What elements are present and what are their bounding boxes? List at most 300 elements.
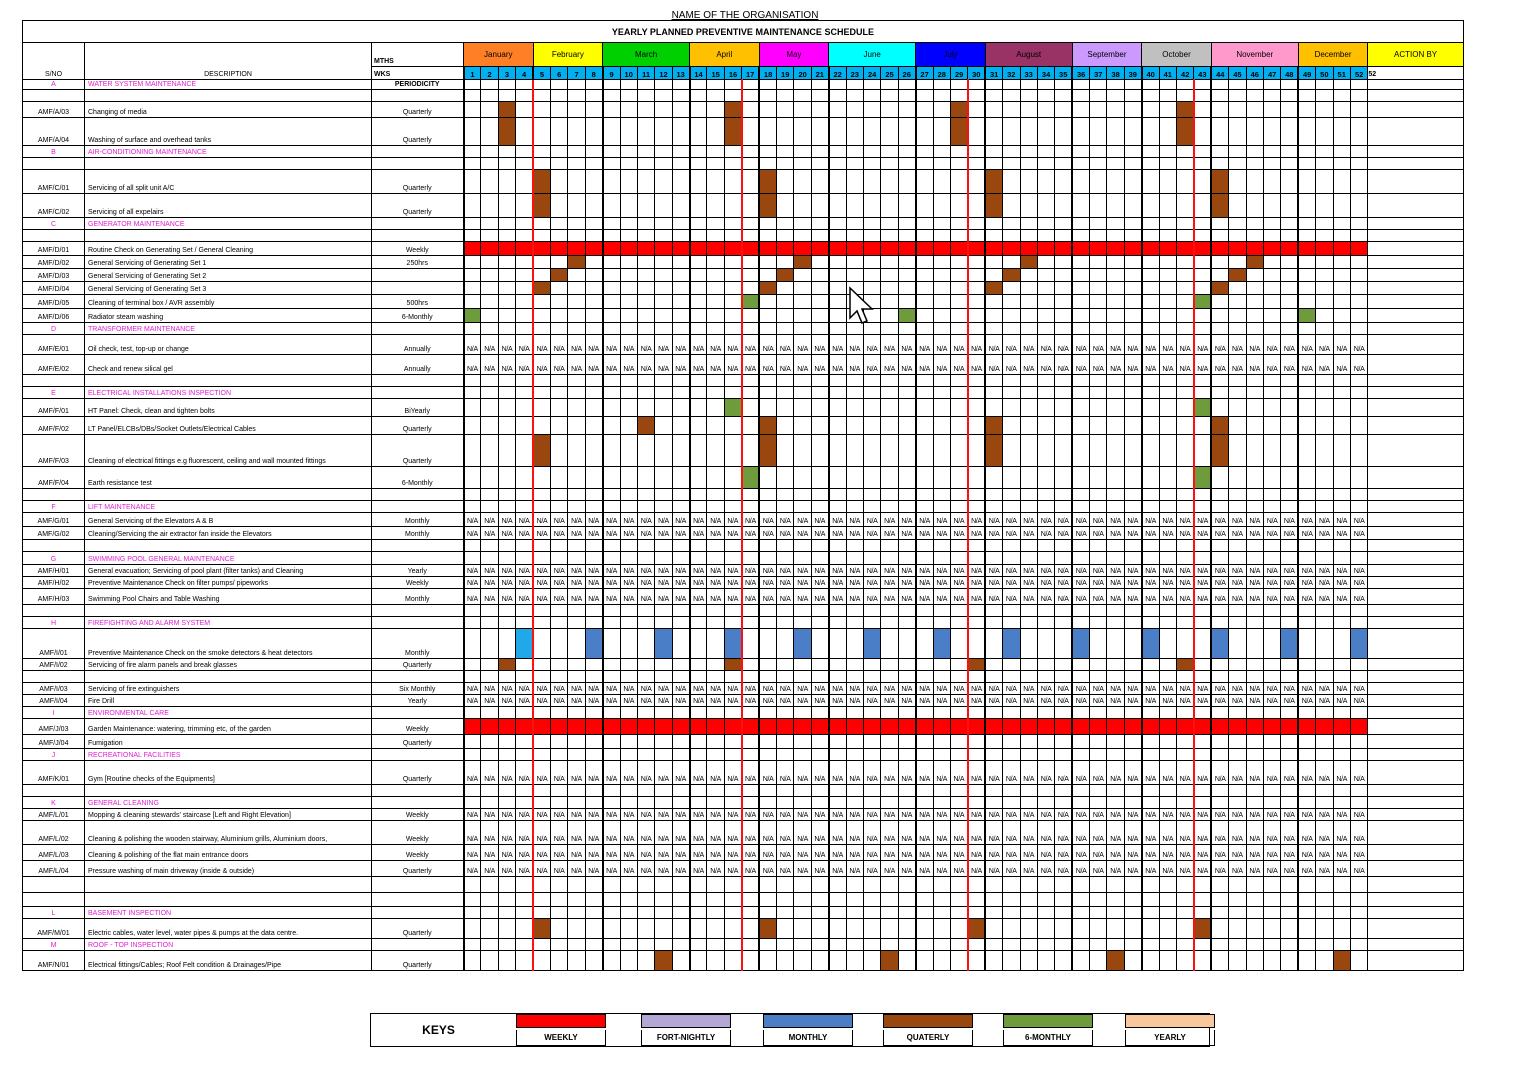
na-cell: N/A bbox=[829, 845, 846, 861]
schedule-cell bbox=[568, 467, 585, 489]
schedule-cell bbox=[1298, 399, 1315, 417]
na-cell: N/A bbox=[603, 577, 620, 589]
schedule-cell bbox=[464, 282, 481, 295]
schedule-cell bbox=[777, 230, 794, 242]
schedule-cell bbox=[1072, 605, 1089, 617]
na-cell: N/A bbox=[498, 761, 515, 785]
schedule-cell bbox=[655, 90, 672, 102]
schedule-cell bbox=[1194, 90, 1211, 102]
schedule-cell bbox=[585, 707, 602, 719]
weekly-marker bbox=[777, 719, 794, 735]
na-cell: N/A bbox=[1124, 513, 1141, 527]
schedule-cell bbox=[1037, 90, 1054, 102]
schedule-cell bbox=[1281, 256, 1298, 269]
schedule-cell bbox=[1020, 671, 1037, 683]
schedule-cell bbox=[846, 417, 863, 435]
na-cell: N/A bbox=[1246, 761, 1263, 785]
action-by-cell bbox=[1368, 552, 1464, 565]
schedule-cell bbox=[603, 309, 620, 323]
na-cell: N/A bbox=[742, 809, 759, 821]
schedule-cell bbox=[516, 659, 533, 671]
schedule-cell bbox=[464, 375, 481, 387]
schedule-cell bbox=[690, 617, 707, 629]
na-cell: N/A bbox=[568, 513, 585, 527]
schedule-cell bbox=[672, 146, 689, 158]
schedule-cell bbox=[1298, 907, 1315, 919]
schedule-cell bbox=[498, 893, 515, 907]
schedule-cell bbox=[1159, 323, 1176, 335]
na-cell: N/A bbox=[1142, 761, 1159, 785]
na-cell: N/A bbox=[498, 695, 515, 707]
week-number: 45 bbox=[1229, 67, 1246, 80]
schedule-cell bbox=[585, 282, 602, 295]
schedule-cell bbox=[1142, 387, 1159, 399]
schedule-cell bbox=[1211, 785, 1228, 797]
sno-cell: AMF/M/01 bbox=[23, 919, 85, 939]
schedule-cell bbox=[464, 435, 481, 467]
schedule-cell bbox=[777, 659, 794, 671]
schedule-cell bbox=[1350, 552, 1367, 565]
schedule-cell bbox=[1316, 797, 1333, 809]
quarterly-marker bbox=[968, 659, 985, 671]
na-cell: N/A bbox=[916, 821, 933, 845]
schedule-cell bbox=[1229, 80, 1246, 90]
schedule-cell bbox=[1072, 230, 1089, 242]
na-cell: N/A bbox=[742, 577, 759, 589]
schedule-cell bbox=[1090, 919, 1107, 939]
na-cell: N/A bbox=[516, 589, 533, 605]
na-cell: N/A bbox=[550, 861, 567, 877]
schedule-cell bbox=[498, 80, 515, 90]
schedule-cell bbox=[1055, 323, 1072, 335]
quarterly-marker bbox=[568, 256, 585, 269]
schedule-cell bbox=[1124, 323, 1141, 335]
schedule-cell bbox=[794, 218, 811, 230]
na-cell: N/A bbox=[1194, 513, 1211, 527]
schedule-cell bbox=[759, 90, 776, 102]
weekly-marker bbox=[916, 719, 933, 735]
schedule-cell bbox=[985, 659, 1002, 671]
schedule-cell bbox=[1333, 501, 1350, 513]
schedule-cell bbox=[707, 399, 724, 417]
schedule-cell bbox=[1072, 749, 1089, 761]
action-by-cell bbox=[1368, 513, 1464, 527]
na-cell: N/A bbox=[777, 589, 794, 605]
schedule-cell bbox=[1194, 102, 1211, 118]
na-cell: N/A bbox=[811, 589, 828, 605]
schedule-cell bbox=[655, 158, 672, 170]
schedule-cell bbox=[1124, 629, 1141, 659]
schedule-cell bbox=[1037, 919, 1054, 939]
schedule-cell bbox=[898, 194, 915, 218]
sno-cell: AMF/L/02 bbox=[23, 821, 85, 845]
schedule-cell bbox=[498, 230, 515, 242]
na-cell: N/A bbox=[1124, 577, 1141, 589]
schedule-cell bbox=[829, 323, 846, 335]
na-cell: N/A bbox=[1003, 683, 1020, 695]
schedule-cell bbox=[568, 907, 585, 919]
schedule-cell bbox=[1194, 158, 1211, 170]
schedule-cell bbox=[1020, 489, 1037, 501]
na-cell: N/A bbox=[1263, 335, 1280, 355]
na-cell: N/A bbox=[1263, 821, 1280, 845]
schedule-cell bbox=[550, 282, 567, 295]
schedule-cell bbox=[464, 893, 481, 907]
schedule-cell bbox=[933, 170, 950, 194]
schedule-cell bbox=[516, 146, 533, 158]
sno-cell: K bbox=[23, 797, 85, 809]
na-cell: N/A bbox=[1333, 527, 1350, 540]
schedule-cell bbox=[1298, 797, 1315, 809]
schedule-cell bbox=[707, 387, 724, 399]
action-by-cell bbox=[1368, 845, 1464, 861]
schedule-cell bbox=[1090, 951, 1107, 971]
schedule-cell bbox=[985, 399, 1002, 417]
na-cell: N/A bbox=[794, 761, 811, 785]
schedule-cell bbox=[1246, 540, 1263, 552]
schedule-cell bbox=[1090, 146, 1107, 158]
na-cell: N/A bbox=[985, 355, 1002, 375]
sno-cell: AMF/J/04 bbox=[23, 735, 85, 749]
schedule-cell bbox=[1194, 785, 1211, 797]
schedule-cell bbox=[968, 170, 985, 194]
sno-cell: I bbox=[23, 707, 85, 719]
schedule-cell bbox=[1037, 749, 1054, 761]
schedule-cell bbox=[1194, 501, 1211, 513]
na-cell: N/A bbox=[1055, 845, 1072, 861]
schedule-cell bbox=[794, 501, 811, 513]
schedule-cell bbox=[829, 785, 846, 797]
schedule-cell bbox=[1194, 375, 1211, 387]
task-row bbox=[23, 242, 1464, 256]
week-number: 22 bbox=[829, 67, 846, 80]
schedule-cell bbox=[620, 749, 637, 761]
schedule-cell bbox=[1055, 785, 1072, 797]
schedule-cell bbox=[620, 489, 637, 501]
na-cell: N/A bbox=[1350, 335, 1367, 355]
weekly-marker bbox=[603, 719, 620, 735]
schedule-cell bbox=[707, 417, 724, 435]
schedule-cell bbox=[1037, 158, 1054, 170]
na-cell: N/A bbox=[759, 695, 776, 707]
schedule-cell bbox=[916, 118, 933, 146]
schedule-cell bbox=[1211, 797, 1228, 809]
schedule-cell bbox=[1003, 735, 1020, 749]
schedule-cell bbox=[655, 735, 672, 749]
weekly-marker bbox=[1246, 242, 1263, 256]
schedule-cell bbox=[1020, 295, 1037, 309]
schedule-cell bbox=[1177, 170, 1194, 194]
quarterly-marker bbox=[724, 659, 741, 671]
schedule-cell bbox=[1246, 785, 1263, 797]
schedule-cell bbox=[464, 269, 481, 282]
schedule-cell bbox=[1263, 102, 1280, 118]
weekly-marker bbox=[1177, 242, 1194, 256]
schedule-cell bbox=[1020, 80, 1037, 90]
action-by-cell bbox=[1368, 118, 1464, 146]
schedule-cell bbox=[742, 629, 759, 659]
schedule-cell bbox=[881, 629, 898, 659]
schedule-cell bbox=[1020, 387, 1037, 399]
schedule-cell bbox=[794, 671, 811, 683]
schedule-cell bbox=[1003, 282, 1020, 295]
na-cell: N/A bbox=[829, 335, 846, 355]
schedule-cell bbox=[1107, 146, 1124, 158]
schedule-cell bbox=[811, 919, 828, 939]
schedule-cell bbox=[707, 90, 724, 102]
schedule-cell bbox=[933, 282, 950, 295]
action-by-header: ACTION BY bbox=[1368, 43, 1464, 67]
week-number: 9 bbox=[603, 67, 620, 80]
schedule-cell bbox=[846, 877, 863, 893]
description-cell bbox=[85, 893, 372, 907]
na-cell: N/A bbox=[498, 527, 515, 540]
schedule-cell bbox=[1263, 785, 1280, 797]
schedule-cell bbox=[1298, 387, 1315, 399]
na-cell: N/A bbox=[481, 695, 498, 707]
schedule-cell bbox=[672, 375, 689, 387]
schedule-cell bbox=[568, 118, 585, 146]
schedule-cell bbox=[690, 295, 707, 309]
schedule-cell bbox=[829, 295, 846, 309]
na-cell: N/A bbox=[1037, 845, 1054, 861]
na-cell: N/A bbox=[811, 683, 828, 695]
periodicity-cell: Yearly bbox=[372, 565, 464, 577]
schedule-cell bbox=[1159, 552, 1176, 565]
schedule-cell bbox=[637, 158, 654, 170]
weekly-marker bbox=[968, 719, 985, 735]
section-row bbox=[23, 797, 1464, 809]
na-cell: N/A bbox=[516, 809, 533, 821]
schedule-cell bbox=[707, 375, 724, 387]
na-cell: N/A bbox=[672, 577, 689, 589]
schedule-cell bbox=[724, 939, 741, 951]
schedule-cell bbox=[916, 102, 933, 118]
schedule-cell bbox=[550, 417, 567, 435]
schedule-cell bbox=[707, 735, 724, 749]
na-cell: N/A bbox=[1298, 683, 1315, 695]
schedule-cell bbox=[1194, 80, 1211, 90]
na-cell: N/A bbox=[481, 683, 498, 695]
schedule-cell bbox=[533, 540, 550, 552]
quarterly-marker bbox=[985, 417, 1002, 435]
week-number: 27 bbox=[916, 67, 933, 80]
na-cell: N/A bbox=[759, 809, 776, 821]
schedule-cell bbox=[1090, 939, 1107, 951]
schedule-cell bbox=[1281, 797, 1298, 809]
schedule-cell bbox=[1142, 194, 1159, 218]
na-cell: N/A bbox=[916, 809, 933, 821]
na-cell: N/A bbox=[637, 845, 654, 861]
weekly-marker bbox=[1263, 242, 1280, 256]
schedule-cell bbox=[1229, 893, 1246, 907]
schedule-cell bbox=[1281, 387, 1298, 399]
na-cell: N/A bbox=[933, 845, 950, 861]
schedule-cell bbox=[707, 218, 724, 230]
schedule-cell bbox=[585, 375, 602, 387]
na-cell: N/A bbox=[1316, 565, 1333, 577]
na-cell: N/A bbox=[1316, 695, 1333, 707]
schedule-cell bbox=[1037, 951, 1054, 971]
schedule-cell bbox=[1229, 552, 1246, 565]
schedule-cell bbox=[794, 170, 811, 194]
schedule-cell bbox=[481, 735, 498, 749]
schedule-cell bbox=[829, 735, 846, 749]
na-cell: N/A bbox=[898, 845, 915, 861]
schedule-cell bbox=[690, 877, 707, 893]
schedule-cell bbox=[498, 907, 515, 919]
na-cell: N/A bbox=[1107, 513, 1124, 527]
description-cell: Servicing of all expelairs bbox=[85, 194, 372, 218]
schedule-cell bbox=[1055, 749, 1072, 761]
schedule-cell bbox=[1246, 501, 1263, 513]
schedule-cell bbox=[742, 90, 759, 102]
na-cell: N/A bbox=[603, 565, 620, 577]
action-by-cell bbox=[1368, 355, 1464, 375]
schedule-cell bbox=[916, 323, 933, 335]
schedule-cell bbox=[846, 170, 863, 194]
schedule-cell bbox=[568, 919, 585, 939]
schedule-cell bbox=[811, 256, 828, 269]
schedule-cell bbox=[1124, 230, 1141, 242]
schedule-cell bbox=[550, 80, 567, 90]
description-cell: Electrical fittings/Cables; Roof Felt condition & Drainages/Pipe bbox=[85, 951, 372, 971]
schedule-cell bbox=[759, 659, 776, 671]
schedule-cell bbox=[811, 659, 828, 671]
na-cell: N/A bbox=[1159, 355, 1176, 375]
schedule-cell bbox=[516, 282, 533, 295]
schedule-cell bbox=[1107, 877, 1124, 893]
schedule-cell bbox=[672, 323, 689, 335]
na-cell: N/A bbox=[1194, 589, 1211, 605]
schedule-cell bbox=[707, 170, 724, 194]
na-cell: N/A bbox=[1020, 335, 1037, 355]
schedule-cell bbox=[724, 309, 741, 323]
schedule-cell bbox=[1333, 218, 1350, 230]
schedule-cell bbox=[498, 282, 515, 295]
schedule-cell bbox=[933, 417, 950, 435]
schedule-cell bbox=[811, 951, 828, 971]
schedule-cell bbox=[498, 707, 515, 719]
schedule-cell bbox=[1177, 399, 1194, 417]
week-number: 8 bbox=[585, 67, 602, 80]
na-cell: N/A bbox=[759, 565, 776, 577]
na-cell: N/A bbox=[1350, 821, 1367, 845]
schedule-cell bbox=[1072, 707, 1089, 719]
schedule-cell bbox=[898, 540, 915, 552]
weekly-marker bbox=[811, 242, 828, 256]
na-cell: N/A bbox=[950, 761, 967, 785]
sno-cell: F bbox=[23, 501, 85, 513]
na-cell: N/A bbox=[1211, 845, 1228, 861]
na-cell: N/A bbox=[1281, 589, 1298, 605]
schedule-cell bbox=[481, 146, 498, 158]
task-row bbox=[23, 295, 1464, 309]
schedule-cell bbox=[550, 951, 567, 971]
schedule-cell bbox=[1124, 146, 1141, 158]
schedule-cell bbox=[1211, 893, 1228, 907]
action-by-cell bbox=[1368, 80, 1464, 90]
na-cell: N/A bbox=[637, 683, 654, 695]
schedule-cell bbox=[759, 797, 776, 809]
na-cell: N/A bbox=[742, 513, 759, 527]
na-cell: N/A bbox=[881, 809, 898, 821]
schedule-cell bbox=[603, 269, 620, 282]
na-cell: N/A bbox=[1316, 335, 1333, 355]
schedule-cell bbox=[846, 489, 863, 501]
schedule-cell bbox=[672, 951, 689, 971]
schedule-cell bbox=[863, 435, 880, 467]
schedule-cell bbox=[846, 218, 863, 230]
schedule-cell bbox=[1037, 230, 1054, 242]
week-number: 17 bbox=[742, 67, 759, 80]
schedule-cell bbox=[620, 323, 637, 335]
sno-cell: AMF/D/02 bbox=[23, 256, 85, 269]
schedule-cell bbox=[1124, 295, 1141, 309]
schedule-cell bbox=[916, 399, 933, 417]
schedule-cell bbox=[985, 707, 1002, 719]
schedule-cell bbox=[690, 467, 707, 489]
periodicity-cell: Yearly bbox=[372, 695, 464, 707]
schedule-cell bbox=[1072, 375, 1089, 387]
schedule-cell bbox=[794, 659, 811, 671]
na-cell: N/A bbox=[1298, 335, 1315, 355]
quarterly-marker bbox=[968, 919, 985, 939]
schedule-cell bbox=[481, 269, 498, 282]
schedule-cell bbox=[1281, 282, 1298, 295]
na-cell: N/A bbox=[898, 821, 915, 845]
schedule-cell bbox=[655, 309, 672, 323]
schedule-cell bbox=[1090, 158, 1107, 170]
weekly-marker bbox=[898, 719, 915, 735]
schedule-cell bbox=[690, 269, 707, 282]
na-cell: N/A bbox=[759, 821, 776, 845]
schedule-cell bbox=[968, 417, 985, 435]
na-cell: N/A bbox=[846, 527, 863, 540]
na-cell: N/A bbox=[1298, 589, 1315, 605]
na-cell: N/A bbox=[1281, 861, 1298, 877]
na-cell: N/A bbox=[498, 861, 515, 877]
na-cell: N/A bbox=[690, 761, 707, 785]
na-cell: N/A bbox=[1350, 355, 1367, 375]
schedule-cell bbox=[1020, 118, 1037, 146]
na-cell: N/A bbox=[1020, 589, 1037, 605]
week-number: 40 bbox=[1142, 67, 1159, 80]
schedule-cell bbox=[916, 617, 933, 629]
schedule-cell bbox=[1037, 218, 1054, 230]
na-cell: N/A bbox=[1159, 513, 1176, 527]
schedule-cell bbox=[1229, 707, 1246, 719]
action-by-cell bbox=[1368, 565, 1464, 577]
schedule-cell bbox=[1107, 387, 1124, 399]
schedule-cell bbox=[1211, 256, 1228, 269]
task-row bbox=[23, 659, 1464, 671]
na-cell: N/A bbox=[655, 565, 672, 577]
schedule-cell bbox=[1350, 256, 1367, 269]
schedule-cell bbox=[724, 256, 741, 269]
schedule-cell bbox=[1055, 375, 1072, 387]
description-cell: Mopping & cleaning stewards' staircase [Left and Right Elevation] bbox=[85, 809, 372, 821]
schedule-cell bbox=[916, 629, 933, 659]
na-cell: N/A bbox=[655, 335, 672, 355]
week-number: 6 bbox=[550, 67, 567, 80]
na-cell: N/A bbox=[898, 589, 915, 605]
schedule-cell bbox=[950, 707, 967, 719]
schedule-cell bbox=[498, 256, 515, 269]
schedule-cell bbox=[829, 146, 846, 158]
schedule-cell bbox=[1090, 489, 1107, 501]
schedule-cell bbox=[1263, 939, 1280, 951]
